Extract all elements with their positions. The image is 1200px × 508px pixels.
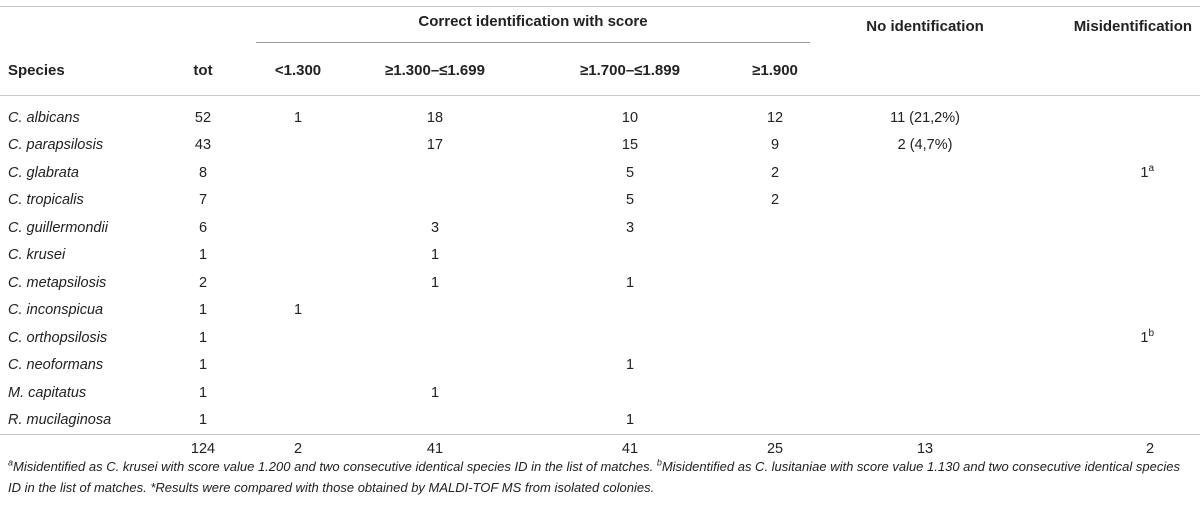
cell-misidentification xyxy=(1030,159,1200,187)
cell-bin-1 xyxy=(256,379,340,407)
cell-no-identification xyxy=(820,96,1030,132)
cell-species xyxy=(0,242,150,270)
cell-bin-2-value: 1 xyxy=(430,274,440,291)
cell-misidentification xyxy=(1030,352,1200,380)
cell-bin-2 xyxy=(340,187,530,215)
cell-species xyxy=(0,214,150,242)
cell-no-identification xyxy=(820,214,1030,242)
cell-bin-4 xyxy=(730,324,820,352)
cell-species-value: C. orthopsilosis xyxy=(8,329,108,346)
cell-bin-3 xyxy=(530,159,730,187)
cell-bin-2-value: 1 xyxy=(430,384,440,401)
cell-misidentification xyxy=(1030,407,1200,435)
cell-bin-2 xyxy=(340,159,530,187)
cell-bin-1 xyxy=(256,352,340,380)
cell-tot-value: 1 xyxy=(198,357,208,374)
cell-species-value: C. krusei xyxy=(8,247,66,264)
cell-misidentification xyxy=(1030,187,1200,215)
cell-tot xyxy=(150,379,256,407)
header-cell-empty xyxy=(1030,45,1200,96)
cell-species xyxy=(0,187,150,215)
cell-misidentification-value: 1 xyxy=(1140,164,1149,181)
cell-bin-3 xyxy=(530,187,730,215)
cell-species xyxy=(0,96,150,132)
cell-bin-1-value: 1 xyxy=(293,109,303,126)
cell-species-value: C. albicans xyxy=(8,109,80,126)
cell-bin-2-value: 18 xyxy=(426,109,444,126)
cell-bin-1 xyxy=(256,96,340,132)
header-bin-2: ≥1.300–≤1.699 xyxy=(340,45,530,96)
header-no-identification: No identification xyxy=(820,7,1030,46)
cell-bin-1 xyxy=(256,132,340,160)
cell-bin-3 xyxy=(530,96,730,132)
cell-species-value: R. mucilaginosa xyxy=(8,412,112,429)
cell-bin-3 xyxy=(530,214,730,242)
cell-bin-2 xyxy=(340,242,530,270)
footnote-marker: b xyxy=(1148,327,1155,339)
cell-tot xyxy=(150,352,256,380)
footnote-a-marker: a xyxy=(8,457,14,468)
totals-bin-4: 25 xyxy=(730,435,820,464)
cell-species-value: C. tropicalis xyxy=(8,192,84,209)
cell-no-identification xyxy=(820,379,1030,407)
cell-bin-2 xyxy=(340,297,530,325)
cell-tot xyxy=(150,132,256,160)
cell-tot xyxy=(150,269,256,297)
header-cell-empty xyxy=(150,7,256,46)
cell-bin-4-value: 2 xyxy=(770,192,780,209)
cell-tot-value: 2 xyxy=(198,274,208,291)
header-species: Species xyxy=(0,45,150,96)
cell-species xyxy=(0,379,150,407)
cell-bin-4 xyxy=(730,269,820,297)
cell-bin-4 xyxy=(730,379,820,407)
table-footnote xyxy=(8,456,1188,498)
totals-misidentification: 2 xyxy=(1030,435,1200,464)
cell-misidentification-value: 1 xyxy=(1140,329,1149,346)
header-misidentification: Misidentification xyxy=(1030,7,1200,46)
table-row xyxy=(0,242,1200,270)
table-row xyxy=(0,324,1200,352)
cell-no-identification-value: 11 (21,2%) xyxy=(890,109,960,126)
footnote-b-text: Misidentified as C. lusitaniae with score value 1.130 and two consecutive identical species ID in the list of matches. *Results were compared with those obtained by MALDI-TOF MS from isolated colonies. xyxy=(8,459,1180,495)
table-row xyxy=(0,214,1200,242)
cell-bin-4-value: 9 xyxy=(770,137,780,154)
header-cell-empty xyxy=(0,7,150,46)
cell-bin-4 xyxy=(730,214,820,242)
cell-no-identification xyxy=(820,242,1030,270)
cell-misidentification xyxy=(1030,214,1200,242)
cell-bin-1 xyxy=(256,407,340,435)
cell-tot xyxy=(150,187,256,215)
header-group-correct-identification xyxy=(256,7,820,46)
table-row xyxy=(0,297,1200,325)
cell-tot-value: 1 xyxy=(198,247,208,264)
group-label: Correct identification with score xyxy=(256,9,810,43)
cell-tot-value: 1 xyxy=(198,384,208,401)
results-table xyxy=(0,6,1200,463)
cell-no-identification xyxy=(820,159,1030,187)
cell-species-value: C. parapsilosis xyxy=(8,137,104,154)
cell-bin-3-value: 15 xyxy=(621,137,639,154)
cell-no-identification xyxy=(820,407,1030,435)
totals-no-identification: 13 xyxy=(820,435,1030,464)
cell-bin-3-value: 3 xyxy=(625,219,635,236)
table-row xyxy=(0,407,1200,435)
totals-tot: 124 xyxy=(150,435,256,464)
cell-bin-3-value: 1 xyxy=(625,357,635,374)
header-cell-empty xyxy=(820,45,1030,96)
footnote-a-text: Misidentified as C. krusei with score value 1.200 and two consecutive identical species ID in the list of matches. xyxy=(13,459,657,474)
cell-tot xyxy=(150,214,256,242)
cell-no-identification xyxy=(820,297,1030,325)
cell-misidentification xyxy=(1030,132,1200,160)
cell-misidentification xyxy=(1030,379,1200,407)
cell-species-value: C. glabrata xyxy=(8,164,79,181)
cell-tot-value: 1 xyxy=(198,302,208,319)
cell-bin-2 xyxy=(340,214,530,242)
cell-bin-2 xyxy=(340,379,530,407)
totals-bin-2: 41 xyxy=(340,435,530,464)
cell-no-identification xyxy=(820,324,1030,352)
cell-bin-4 xyxy=(730,132,820,160)
cell-bin-3 xyxy=(530,132,730,160)
table-body xyxy=(0,96,1200,435)
footnote-b-marker: b xyxy=(656,457,662,468)
cell-species-value: C. metapsilosis xyxy=(8,274,107,291)
cell-bin-1 xyxy=(256,242,340,270)
table-row xyxy=(0,96,1200,132)
cell-bin-1 xyxy=(256,297,340,325)
cell-misidentification xyxy=(1030,297,1200,325)
cell-species xyxy=(0,407,150,435)
cell-bin-3 xyxy=(530,297,730,325)
cell-tot-value: 1 xyxy=(198,412,208,429)
cell-misidentification xyxy=(1030,242,1200,270)
cell-bin-3 xyxy=(530,242,730,270)
cell-bin-3 xyxy=(530,407,730,435)
cell-no-identification xyxy=(820,187,1030,215)
cell-tot-value: 52 xyxy=(194,109,212,126)
cell-bin-1 xyxy=(256,324,340,352)
footnote-marker: a xyxy=(1148,162,1155,174)
table-row xyxy=(0,352,1200,380)
cell-bin-3-value: 5 xyxy=(625,192,635,209)
cell-bin-3-value: 5 xyxy=(625,164,635,181)
cell-no-identification xyxy=(820,132,1030,160)
cell-misidentification xyxy=(1030,96,1200,132)
cell-bin-2 xyxy=(340,352,530,380)
cell-bin-3 xyxy=(530,352,730,380)
cell-species xyxy=(0,297,150,325)
cell-bin-2 xyxy=(340,407,530,435)
cell-bin-1 xyxy=(256,214,340,242)
cell-bin-2 xyxy=(340,132,530,160)
cell-tot xyxy=(150,159,256,187)
table-row xyxy=(0,132,1200,160)
header-bin-3: ≥1.700–≤1.899 xyxy=(530,45,730,96)
cell-bin-2 xyxy=(340,269,530,297)
cell-bin-4 xyxy=(730,159,820,187)
cell-bin-4 xyxy=(730,96,820,132)
header-bin-4: ≥1.900 xyxy=(730,45,820,96)
cell-tot xyxy=(150,96,256,132)
header-tot: tot xyxy=(150,45,256,96)
table-row xyxy=(0,379,1200,407)
cell-species xyxy=(0,132,150,160)
cell-bin-2-value: 3 xyxy=(430,219,440,236)
cell-bin-3-value: 1 xyxy=(625,412,635,429)
table-row xyxy=(0,269,1200,297)
cell-tot-value: 6 xyxy=(198,219,208,236)
table-row xyxy=(0,159,1200,187)
cell-bin-1-value: 1 xyxy=(293,302,303,319)
cell-species xyxy=(0,159,150,187)
cell-bin-2-value: 17 xyxy=(426,137,444,154)
cell-bin-4 xyxy=(730,187,820,215)
cell-species xyxy=(0,269,150,297)
cell-tot xyxy=(150,242,256,270)
cell-no-identification xyxy=(820,352,1030,380)
cell-bin-4-value: 2 xyxy=(770,164,780,181)
cell-bin-3 xyxy=(530,324,730,352)
totals-bin-3: 41 xyxy=(530,435,730,464)
cell-bin-4 xyxy=(730,407,820,435)
cell-species-value: C. inconspicua xyxy=(8,302,104,319)
cell-tot xyxy=(150,324,256,352)
cell-species-value: M. capitatus xyxy=(8,384,87,401)
cell-bin-2 xyxy=(340,324,530,352)
cell-tot xyxy=(150,407,256,435)
cell-species xyxy=(0,324,150,352)
totals-bin-1: 2 xyxy=(256,435,340,464)
cell-bin-3-value: 1 xyxy=(625,274,635,291)
cell-no-identification-value: 2 (4,7%) xyxy=(897,137,953,154)
cell-bin-4 xyxy=(730,297,820,325)
cell-tot-value: 43 xyxy=(194,137,212,154)
cell-bin-1 xyxy=(256,269,340,297)
table-row xyxy=(0,187,1200,215)
cell-bin-4 xyxy=(730,352,820,380)
cell-species-value: C. neoformans xyxy=(8,357,104,374)
cell-bin-4-value: 12 xyxy=(766,109,784,126)
cell-misidentification xyxy=(1030,269,1200,297)
header-bin-1: <1.300 xyxy=(256,45,340,96)
cell-bin-3-value: 10 xyxy=(621,109,639,126)
cell-bin-4 xyxy=(730,242,820,270)
cell-tot-value: 1 xyxy=(198,329,208,346)
cell-bin-2-value: 1 xyxy=(430,247,440,264)
cell-bin-2 xyxy=(340,96,530,132)
cell-misidentification xyxy=(1030,324,1200,352)
cell-tot xyxy=(150,297,256,325)
cell-tot-value: 8 xyxy=(198,164,208,181)
cell-species xyxy=(0,352,150,380)
cell-species-value: C. guillermondii xyxy=(8,219,108,236)
cell-bin-3 xyxy=(530,379,730,407)
cell-bin-1 xyxy=(256,159,340,187)
cell-tot-value: 7 xyxy=(198,192,208,209)
cell-bin-3 xyxy=(530,269,730,297)
cell-bin-1 xyxy=(256,187,340,215)
cell-no-identification xyxy=(820,269,1030,297)
